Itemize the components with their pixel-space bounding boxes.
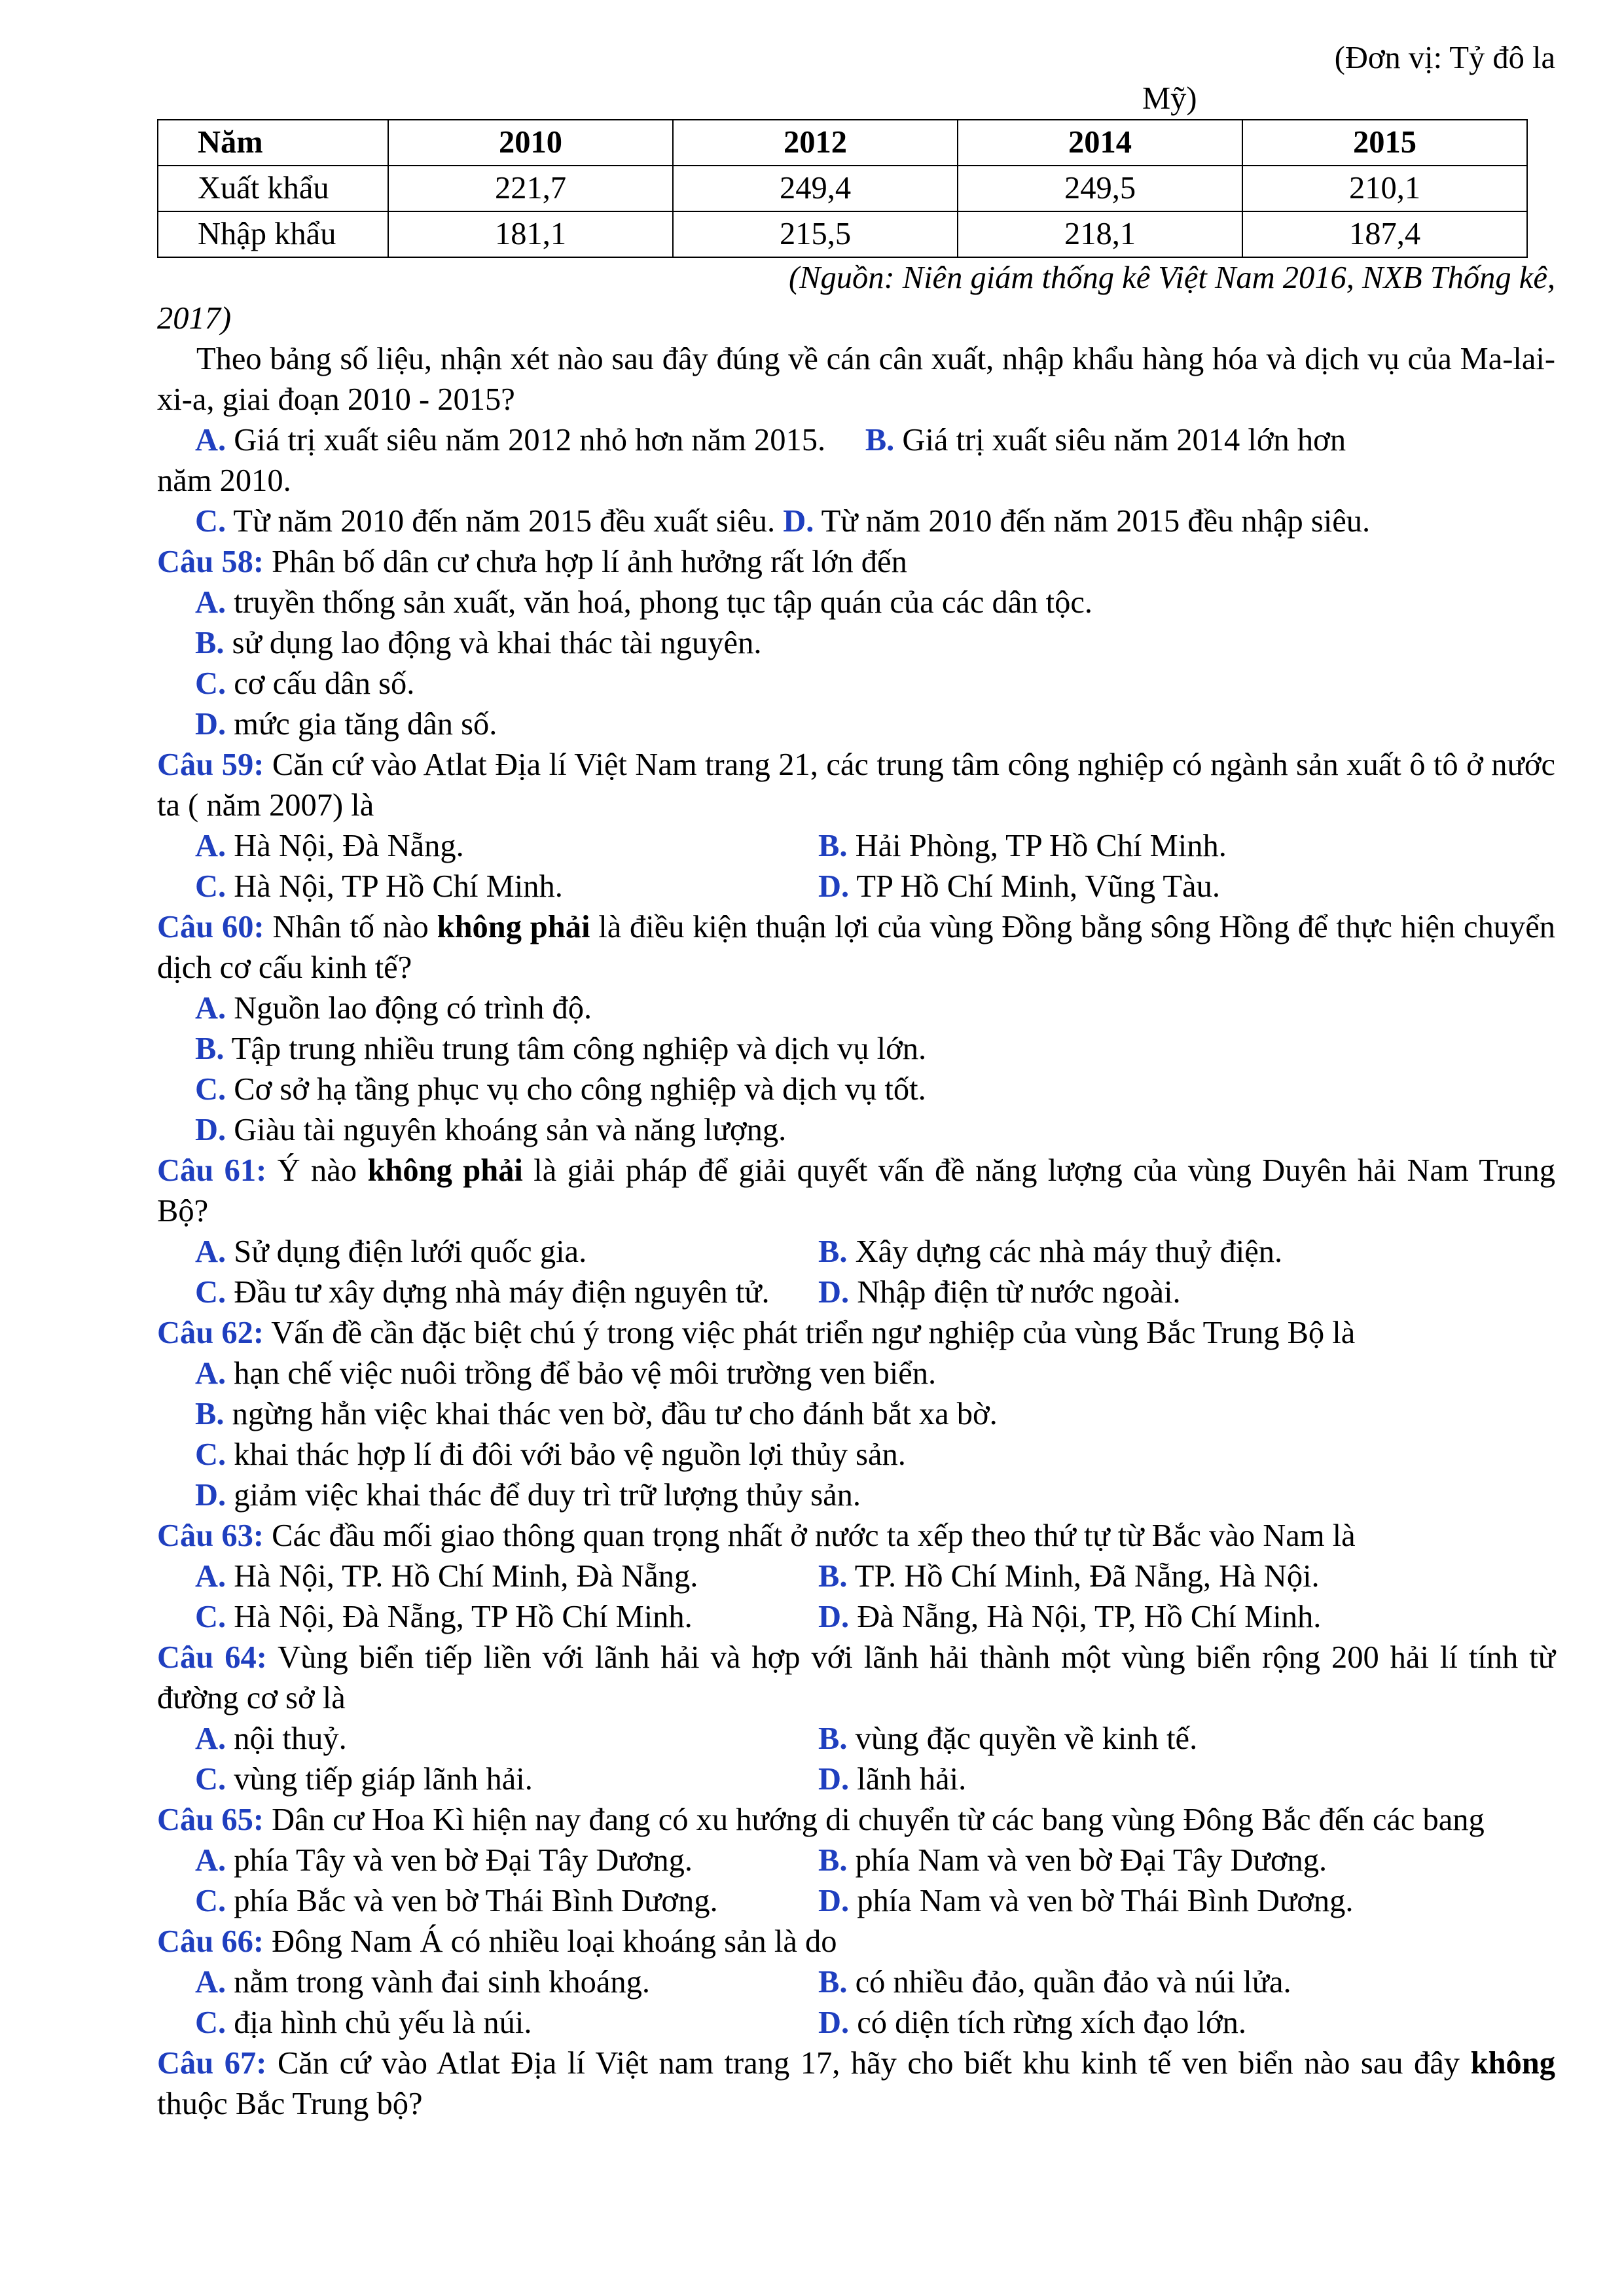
option-a-label: A.: [195, 829, 226, 863]
option-row: [157, 1435, 1555, 1475]
option-d-label: D.: [818, 1600, 850, 1634]
option-b: phía Nam và ven bờ Đại Tây Dương.: [855, 1843, 1327, 1878]
question-text: Vấn đề cần đặc biệt chú ý trong việc phát triển ngư nghiệp của vùng Bắc Trung Bộ là: [271, 1316, 1356, 1350]
option-c-label: C.: [195, 666, 226, 701]
option-b: TP. Hồ Chí Minh, Đã Nẵng, Hà Nội.: [854, 1559, 1320, 1594]
question-number: Câu 64:: [157, 1640, 267, 1675]
data-table: [157, 119, 1528, 258]
option-a-label: A.: [195, 1234, 226, 1269]
option-b: Giá trị xuất siêu năm 2014 lớn hơn: [902, 423, 1346, 457]
option-cell: [818, 1719, 1479, 1759]
question-63: [157, 1516, 1555, 1556]
option-d-label: D.: [195, 1113, 226, 1147]
option-b-label: B.: [195, 626, 225, 660]
option-cell: [818, 1962, 1479, 2003]
option-row: [157, 867, 1555, 907]
option-row: [157, 1069, 1555, 1110]
option-c-label: C.: [195, 504, 226, 539]
option-cell: [157, 1597, 818, 1638]
option-cell: [818, 1556, 1479, 1597]
option-d-label: D.: [818, 1275, 850, 1310]
option-cell: [157, 1272, 818, 1313]
option-row: [157, 1272, 1555, 1313]
option-cell: [818, 1840, 1479, 1881]
option-b: Tập trung nhiều trung tâm công nghiệp và dịch vụ lớn.: [231, 1031, 927, 1066]
option-b: Xây dựng các nhà máy thuỷ điện.: [855, 1234, 1283, 1269]
option-cell: [157, 867, 818, 907]
option-d: Đà Nẵng, Hà Nội, TP, Hồ Chí Minh.: [857, 1600, 1322, 1634]
question-text-cont: là điều kiện thuận lợi của vùng Đồng bằng sông Hồng để thực hiện chuyển dịch cơ cấu kinh tế?: [157, 910, 1556, 985]
option-row: [157, 1759, 1555, 1800]
option-c: vùng tiếp giáp lãnh hải.: [234, 1762, 533, 1797]
option-d: lãnh hải.: [857, 1762, 967, 1797]
table-row: [158, 166, 1527, 211]
option-c: Hà Nội, Đà Nẵng, TP Hồ Chí Minh.: [234, 1600, 693, 1634]
option-cell: [157, 1759, 818, 1800]
option-row: [157, 1394, 1555, 1435]
table-header-row: [158, 120, 1527, 166]
option-cell: [157, 1556, 818, 1597]
option-a: nội thuỷ.: [234, 1721, 347, 1756]
option-c: Hà Nội, TP Hồ Chí Minh.: [234, 869, 563, 904]
option-a: Sử dụng điện lưới quốc gia.: [234, 1234, 587, 1269]
option-c: khai thác hợp lí đi đôi với bảo vệ nguồn lợi thủy sản.: [234, 1437, 906, 1472]
question-65: [157, 1800, 1555, 1840]
option-row: [157, 623, 1555, 664]
question-text: Nhân tố nào: [272, 910, 429, 944]
option-row: [157, 2003, 1555, 2043]
option-a: Giá trị xuất siêu năm 2012 nhỏ hơn năm 2015.: [234, 423, 826, 457]
option-d: Từ năm 2010 đến năm 2015 đều nhập siêu.: [821, 504, 1371, 539]
option-d-label: D.: [818, 2005, 850, 2040]
option-c: Cơ sở hạ tầng phục vụ cho công nghiệp và dịch vụ tốt.: [234, 1072, 926, 1107]
option-cell: [818, 2003, 1479, 2043]
option-cell: [157, 1881, 818, 1922]
option-b-label: B.: [865, 423, 895, 457]
option-d: Nhập điện từ nước ngoài.: [857, 1275, 1181, 1310]
option-d-label: D.: [818, 869, 850, 904]
option-c-label: C.: [195, 1437, 226, 1472]
question-number: Câu 58:: [157, 545, 264, 579]
option-d-label: D.: [818, 1762, 850, 1797]
option-d: phía Nam và ven bờ Thái Bình Dương.: [857, 1884, 1354, 1918]
table-cell: Xuất khẩu: [158, 166, 388, 211]
option-row: [157, 704, 1555, 745]
table-cell: 249,5: [958, 166, 1242, 211]
option-b-label: B.: [818, 1234, 848, 1269]
question-number: Câu 61:: [157, 1153, 267, 1188]
option-row: [157, 1232, 1555, 1272]
question-60: [157, 907, 1555, 988]
table-source: (Nguồn: Niên giám thống kê Việt Nam 2016, NXB Thống kê,: [788, 260, 1555, 295]
option-cell: [818, 1759, 1479, 1800]
option-d: có diện tích rừng xích đạo lớn.: [857, 2005, 1246, 2040]
option-d-label: D.: [195, 707, 226, 742]
option-d: Giàu tài nguyên khoáng sản và năng lượng.: [234, 1113, 787, 1147]
unit-label: (Đơn vị: Tỷ đô la: [1334, 41, 1555, 75]
option-row: [157, 1029, 1555, 1069]
option-a: Nguồn lao động có trình độ.: [234, 991, 592, 1026]
table-cell: 218,1: [958, 211, 1242, 257]
option-b-label: B.: [195, 1031, 225, 1066]
question-number: Câu 60:: [157, 910, 264, 944]
option-cell: [818, 1881, 1479, 1922]
option-row: [157, 1840, 1555, 1881]
option-cell: [157, 1719, 818, 1759]
question-61: [157, 1151, 1555, 1232]
option-cell: [818, 867, 1479, 907]
option-d: mức gia tăng dân số.: [234, 707, 497, 742]
question-number: Câu 67:: [157, 2046, 267, 2081]
option-row: [157, 1881, 1555, 1922]
option-cell: [818, 826, 1479, 867]
question-57-options-cd: [157, 501, 1555, 542]
option-cell: [157, 2003, 818, 2043]
option-c-label: C.: [195, 1275, 226, 1310]
question-text-cont: thuộc Bắc Trung bộ?: [157, 2087, 423, 2121]
table-source-cont: 2017): [157, 301, 232, 336]
option-b-label: B.: [818, 1965, 848, 2000]
question-66: [157, 1922, 1555, 1962]
option-a-label: A.: [195, 1843, 226, 1878]
option-b-label: B.: [818, 1843, 848, 1878]
question-text: Phân bố dân cư chưa hợp lí ảnh hưởng rất lớn đến: [272, 545, 907, 579]
question-emphasis: không phải: [437, 910, 590, 944]
option-b: Hải Phòng, TP Hồ Chí Minh.: [855, 829, 1227, 863]
option-cell: [157, 1840, 818, 1881]
option-a-label: A.: [195, 1721, 226, 1756]
table-cell: 215,5: [673, 211, 958, 257]
option-row: [157, 664, 1555, 704]
option-a-label: A.: [195, 1356, 226, 1391]
option-d: TP Hồ Chí Minh, Vũng Tàu.: [856, 869, 1220, 904]
table-header-cell: Năm: [158, 120, 388, 166]
table-cell: 187,4: [1242, 211, 1527, 257]
option-b: sử dụng lao động và khai thác tài nguyên.: [232, 626, 762, 660]
question-59: [157, 745, 1555, 826]
option-a-label: A.: [195, 1559, 226, 1594]
option-c-label: C.: [195, 1884, 226, 1918]
option-row: [157, 1110, 1555, 1151]
table-cell: 221,7: [388, 166, 673, 211]
question-emphasis: không: [1470, 2046, 1556, 2081]
option-b: vùng đặc quyền về kinh tế.: [855, 1721, 1198, 1756]
question-text: Dân cư Hoa Kì hiện nay đang có xu hướng di chuyển từ các bang vùng Đông Bắc đến các bang: [272, 1803, 1485, 1837]
option-cell: [157, 826, 818, 867]
option-a: hạn chế việc nuôi trồng để bảo vệ môi trường ven biển.: [234, 1356, 937, 1391]
exam-page: [157, 38, 1555, 2125]
option-c: địa hình chủ yếu là núi.: [234, 2005, 532, 2040]
option-a: truyền thống sản xuất, văn hoá, phong tục tập quán của các dân tộc.: [234, 585, 1093, 620]
option-a: nằm trong vành đai sinh khoáng.: [234, 1965, 651, 2000]
option-a-label: A.: [195, 585, 226, 620]
option-row: [157, 1597, 1555, 1638]
question-62: [157, 1313, 1555, 1354]
option-c-label: C.: [195, 2005, 226, 2040]
option-row: [157, 1556, 1555, 1597]
option-cell: [818, 1597, 1479, 1638]
question-number: Câu 65:: [157, 1803, 264, 1837]
option-b-label: B.: [195, 1397, 225, 1431]
option-a: phía Tây và ven bờ Đại Tây Dương.: [234, 1843, 693, 1878]
question-text: Ý nào: [277, 1153, 357, 1188]
option-a: Hà Nội, Đà Nẵng.: [234, 829, 464, 863]
question-text: Các đầu mối giao thông quan trọng nhất ở nước ta xếp theo thứ tự từ Bắc vào Nam là: [272, 1518, 1356, 1553]
question-64: [157, 1638, 1555, 1719]
option-b-label: B.: [818, 829, 848, 863]
option-c: Từ năm 2010 đến năm 2015 đều xuất siêu.: [233, 504, 776, 539]
table-cell: Nhập khẩu: [158, 211, 388, 257]
option-c: cơ cấu dân số.: [234, 666, 415, 701]
table-header-cell: 2012: [673, 120, 958, 166]
question-emphasis: không phải: [367, 1153, 523, 1188]
option-a-label: A.: [195, 1965, 226, 2000]
question-67: [157, 2043, 1555, 2125]
option-c: phía Bắc và ven bờ Thái Bình Dương.: [234, 1884, 718, 1918]
option-b-label: B.: [818, 1721, 848, 1756]
option-d-label: D.: [195, 1478, 226, 1513]
option-cell: [818, 1232, 1479, 1272]
option-cell: [157, 1232, 818, 1272]
table-row: [158, 211, 1527, 257]
question-58: [157, 542, 1555, 583]
option-b: ngừng hẳn việc khai thác ven bờ, đầu tư cho đánh bắt xa bờ.: [232, 1397, 998, 1431]
option-a-label: A.: [195, 991, 226, 1026]
option-b-cont: năm 2010.: [157, 463, 291, 498]
question-text: Căn cứ vào Atlat Địa lí Việt Nam trang 21, các trung tâm công nghiệp có ngành sản xuất ô tô ở nước ta ( năm 2007) là: [157, 747, 1556, 823]
option-c-label: C.: [195, 1762, 226, 1797]
table-header-cell: 2015: [1242, 120, 1527, 166]
table-header-cell: 2010: [388, 120, 673, 166]
option-a-label: A.: [195, 423, 226, 457]
option-row: [157, 826, 1555, 867]
option-d-label: D.: [783, 504, 814, 539]
option-d: giảm việc khai thác để duy trì trữ lượng thủy sản.: [234, 1478, 861, 1513]
question-text-cont: là giải pháp để giải quyết vấn đề năng lượng của vùng Duyên hải Nam Trung Bộ?: [157, 1153, 1556, 1229]
option-a: Hà Nội, TP. Hồ Chí Minh, Đà Nẵng.: [234, 1559, 698, 1594]
option-d-label: D.: [818, 1884, 850, 1918]
option-row: [157, 583, 1555, 623]
question-text: Đông Nam Á có nhiều loại khoáng sản là do: [272, 1924, 837, 1959]
table-cell: 210,1: [1242, 166, 1527, 211]
option-c-label: C.: [195, 1072, 226, 1107]
question-57-text: Theo bảng số liệu, nhận xét nào sau đây đúng về cán cân xuất, nhập khẩu hàng hóa và dịch vụ của Ma-lai-xi-a, giai đoạn 2010 - 2015?: [157, 342, 1555, 417]
question-number: Câu 63:: [157, 1518, 264, 1553]
unit-label-cont: Mỹ): [1142, 81, 1197, 116]
option-b-label: B.: [818, 1559, 848, 1594]
table-cell: 249,4: [673, 166, 958, 211]
option-row: [157, 1719, 1555, 1759]
option-row: [157, 988, 1555, 1029]
option-b: có nhiều đảo, quần đảo và núi lửa.: [855, 1965, 1291, 2000]
option-c: Đầu tư xây dựng nhà máy điện nguyên tử.: [234, 1275, 770, 1310]
option-c-label: C.: [195, 869, 226, 904]
option-cell: [818, 1272, 1479, 1313]
table-cell: 181,1: [388, 211, 673, 257]
option-cell: [157, 1962, 818, 2003]
question-number: Câu 66:: [157, 1924, 264, 1959]
question-text: Vùng biển tiếp liền với lãnh hải và hợp với lãnh hải thành một vùng biển rộng 200 hải lí tính từ đường cơ sở là: [157, 1640, 1555, 1715]
option-row: [157, 1962, 1555, 2003]
option-row: [157, 1354, 1555, 1394]
question-57-options-ab: [157, 420, 1555, 461]
question-number: Câu 62:: [157, 1316, 264, 1350]
question-number: Câu 59:: [157, 747, 264, 782]
option-c-label: C.: [195, 1600, 226, 1634]
question-text: Căn cứ vào Atlat Địa lí Việt nam trang 17, hãy cho biết khu kinh tế ven biển nào sau đây: [277, 2046, 1460, 2081]
option-row: [157, 1475, 1555, 1516]
table-header-cell: 2014: [958, 120, 1242, 166]
